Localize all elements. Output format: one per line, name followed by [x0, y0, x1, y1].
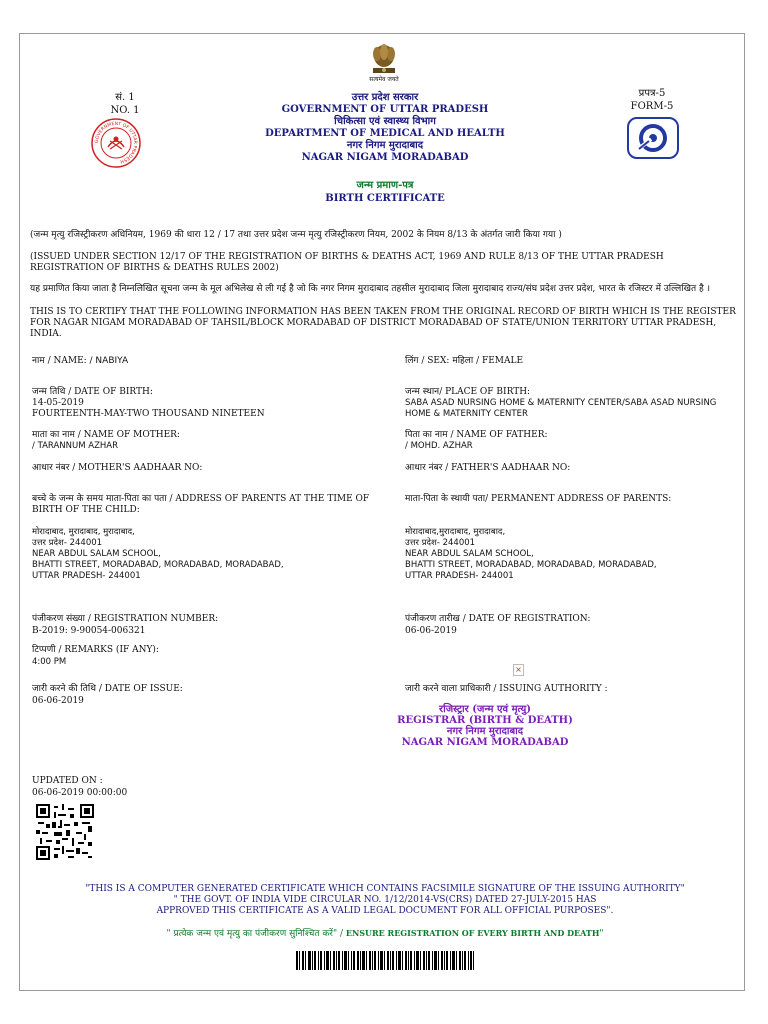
- mother-label: [32, 430, 392, 441]
- regno-label: [32, 614, 392, 625]
- signature-image-placeholder: ×: [513, 664, 524, 676]
- updated-value: 06-06-2019 00:00:00: [32, 788, 128, 798]
- pob-label-english: / PLACE OF BIRTH:: [439, 387, 531, 397]
- slogan-english: ENSURE REGISTRATION OF EVERY BIRTH AND DEATH: [345, 928, 600, 938]
- addr-perm-label: [405, 494, 735, 505]
- remarks-label: [32, 645, 392, 656]
- mother-aadhaar-label: [32, 463, 392, 474]
- father-value: / MOHD. AZHAR: [405, 441, 473, 451]
- remarks-value: 4:00 PM: [32, 657, 67, 667]
- sex-row: [405, 356, 735, 367]
- preamble-hindi-issued: (जन्म मृत्यु रजिस्ट्रीकरण अधिनियम, 1969 की धारा 12 / 17 तथा उत्तर प्रदेश जन्म मृत्यु रजिस्ट्रीकरण नियम, 2002 के नियम 8/13 के अंतर्गत जारी किया गया ): [30, 230, 562, 240]
- cert-title-hindi: जन्म प्रमाण-पत्र: [356, 180, 414, 191]
- father-aadhaar-english: / FATHER'S AADHAAR NO:: [442, 463, 571, 473]
- regno-value: B-2019: 9-90054-006321: [32, 626, 146, 636]
- regdate-label-english: / DATE OF REGISTRATION:: [459, 614, 591, 624]
- name-row: [32, 356, 392, 367]
- dob-label: [32, 387, 392, 398]
- gov-title-english: GOVERNMENT OF UTTAR PRADESH: [281, 104, 489, 115]
- barcode-icon: [296, 951, 474, 970]
- issue-label-hindi: जारी करने की तिथि: [32, 684, 96, 694]
- preamble-english-issued: (ISSUED UNDER SECTION 12/17 OF THE REGISTRATION OF BIRTHS & DEATHS ACT, 1969 AND RULE 8/13 OF THE UTTAR PRADESH REGISTRATION OF BIRTHS & DEATHS RULES 2002): [30, 252, 664, 273]
- preamble-english-certify: THIS IS TO CERTIFY THAT THE FOLLOWING INFORMATION HAS BEEN TAKEN FROM THE ORIGINAL RECORD OF BIRTH WHICH IS THE REGISTER FOR NAGAR NIGAM MORADABAD OF TAHSIL/BLOCK MORADABAD OF DISTRICT MORADABAD OF STATE/UNION TERRITORY UTTAR PRADESH, INDIA.: [30, 307, 736, 339]
- father-aadhaar-label: [405, 463, 735, 474]
- mother-label-hindi: माता का नाम: [32, 430, 75, 440]
- remarks-label-hindi: टिप्पणी: [32, 645, 56, 655]
- addr-birth-line: BHATTI STREET, MORADABAD, MORADABAD, MORADABAD,: [32, 560, 284, 570]
- addr-perm-label-hindi: माता-पिता के स्थायी पता: [405, 494, 486, 504]
- addr-perm-label-english: / PERMANENT ADDRESS OF PARENTS:: [485, 494, 672, 504]
- nigam-title-hindi: नगर निगम मुरादाबाद: [346, 140, 424, 151]
- crs-logo-icon: [627, 117, 679, 159]
- addr-perm-value: [405, 527, 735, 582]
- authority-nigam-hindi: नगर निगम मुरादाबाद: [446, 726, 524, 737]
- addr-birth-label-english: / ADDRESS OF PARENTS AT THE TIME OF BIRTH OF THE CHILD:: [32, 494, 370, 515]
- addr-birth-label: [32, 494, 392, 516]
- dob-words: FOURTEENTH-MAY-TWO THOUSAND NINETEEN: [32, 409, 265, 419]
- authority-nigam-english: NAGAR NIGAM MORADABAD: [401, 737, 569, 748]
- slogan-end: ": [599, 929, 604, 939]
- addr-birth-label-hindi: बच्चे के जन्म के समय माता-पिता का पता: [32, 494, 167, 504]
- mother-aadhaar-hindi: आधार नंबर: [32, 463, 70, 473]
- pob-label-hindi: जन्म स्थान: [405, 387, 440, 397]
- sex-value: महिला / FEMALE: [452, 356, 524, 366]
- dob-label-english: / DATE OF BIRTH:: [65, 387, 153, 397]
- father-label-english: / NAME OF FATHER:: [447, 430, 548, 440]
- regno-label-hindi: पंजीकरण संख्या: [32, 614, 85, 624]
- authority-label-english: / ISSUING AUTHORITY :: [490, 684, 608, 694]
- authority-label-hindi: जारी करने वाला प्राधिकारी: [405, 684, 491, 694]
- ashoka-emblem-icon: [369, 42, 399, 76]
- authority-registrar-english: REGISTRAR (BIRTH & DEATH): [397, 715, 573, 726]
- father-label-hindi: पिता का नाम: [405, 430, 448, 440]
- sex-label-hindi: लिंग: [405, 356, 419, 366]
- footer-approved: APPROVED THIS CERTIFICATE AS A VALID LEGAL DOCUMENT FOR ALL OFFICIAL PURPOSES".: [156, 906, 614, 916]
- father-aadhaar-hindi: आधार नंबर: [405, 463, 443, 473]
- name-label-hindi: नाम: [32, 356, 45, 366]
- addr-perm-line: UTTAR PRADESH- 244001: [405, 571, 514, 581]
- emblem-motto: सत्यमेव जयते: [369, 76, 399, 83]
- mother-aadhaar-english: / MOTHER'S AADHAAR NO:: [69, 463, 203, 473]
- issue-label-english: / DATE OF ISSUE:: [95, 684, 183, 694]
- nigam-title-english: NAGAR NIGAM MORADABAD: [301, 152, 469, 163]
- slogan-hindi: " प्रत्येक जन्म एवं मृत्यु का पंजीकरण सुनिश्चित करें" /: [166, 929, 343, 939]
- dept-title-english: DEPARTMENT OF MEDICAL AND HEALTH: [265, 128, 505, 139]
- name-value: / NABIYA: [86, 356, 129, 366]
- footer-govt-circular: " THE GOVT. OF INDIA VIDE CIRCULAR NO. 1/12/2014-VS(CRS) DATED 27-JULY-2015 HAS: [173, 895, 597, 905]
- addr-birth-value: [32, 527, 392, 582]
- cert-title-english: BIRTH CERTIFICATE: [325, 193, 445, 204]
- sex-label: / SEX:: [418, 356, 453, 366]
- gov-title-hindi: उत्तर प्रदेश सरकार: [351, 92, 419, 103]
- dob-label-hindi: जन्म तिथि: [32, 387, 66, 397]
- regno-label-english: / REGISTRATION NUMBER:: [84, 614, 219, 624]
- serial-no-english: NO. 1: [110, 105, 140, 116]
- footer-computer-generated: "THIS IS A COMPUTER GENERATED CERTIFICATE WHICH CONTAINS FACSIMILE SIGNATURE OF THE ISSUING AUTHORITY": [85, 884, 685, 894]
- mother-label-english: / NAME OF MOTHER:: [74, 430, 180, 440]
- father-label: [405, 430, 735, 441]
- serial-no-hindi: सं. 1: [115, 92, 135, 103]
- authority-label: [405, 684, 735, 695]
- regdate-label-hindi: पंजीकरण तारीख: [405, 614, 460, 624]
- pob-label: [405, 387, 735, 398]
- addr-perm-line: NEAR ABDUL SALAM SCHOOL,: [405, 549, 534, 559]
- pob-value: SABA ASAD NURSING HOME & MATERNITY CENTER/SABA ASAD NURSING HOME & MATERNITY CENTER: [405, 398, 717, 419]
- regdate-label: [405, 614, 735, 625]
- mother-value: / TARANNUM AZHAR: [32, 441, 119, 451]
- addr-perm-line: उत्तर प्रदेश- 244001: [405, 538, 476, 548]
- form-no-hindi: प्रपत्र-5: [638, 88, 666, 99]
- dept-title-hindi: चिकित्सा एवं स्वास्थ्य विभाग: [334, 116, 436, 127]
- addr-birth-line: मोरादाबाद, मुरादाबाद, मुरादाबाद,: [32, 527, 135, 537]
- regdate-value: 06-06-2019: [405, 626, 457, 636]
- addr-birth-line: उत्तर प्रदेश- 244001: [32, 538, 103, 548]
- up-seal-icon: [90, 117, 142, 169]
- addr-birth-line: UTTAR PRADESH- 244001: [32, 571, 141, 581]
- seal-text: GOVERNMENT OF UTTAR PRADESH: [94, 121, 138, 164]
- remarks-label-english: / REMARKS (IF ANY):: [55, 645, 159, 655]
- qr-code-icon: [36, 804, 94, 860]
- issue-label: [32, 684, 392, 695]
- name-label: / NAME:: [44, 356, 87, 366]
- addr-birth-line: NEAR ABDUL SALAM SCHOOL,: [32, 549, 161, 559]
- dob-value: 14-05-2019: [32, 398, 84, 408]
- issue-value: 06-06-2019: [32, 696, 84, 706]
- authority-registrar-hindi: रजिस्ट्रार (जन्म एवं मृत्यु): [439, 704, 531, 715]
- addr-perm-line: मोरादाबाद,मुरादाबाद, मुरादाबाद,: [405, 527, 506, 537]
- preamble-hindi-certify: यह प्रमाणित किया जाता है निम्नलिखित सूचना जन्म के मूल अभिलेख से ली गई है जो कि नगर निगम मुरादाबाद तहसील मुरादाबाद जिला मुरादाबाद राज्य/संघ प्रदेश उत्तर प्रदेश, भारत के रजिस्टर में उल्लिखित है ।: [30, 284, 711, 294]
- form-no-english: FORM-5: [630, 101, 674, 112]
- updated-label: UPDATED ON :: [32, 776, 103, 786]
- addr-perm-line: BHATTI STREET, MORADABAD, MORADABAD, MORADABAD,: [405, 560, 657, 570]
- footer-slogan: [40, 928, 730, 940]
